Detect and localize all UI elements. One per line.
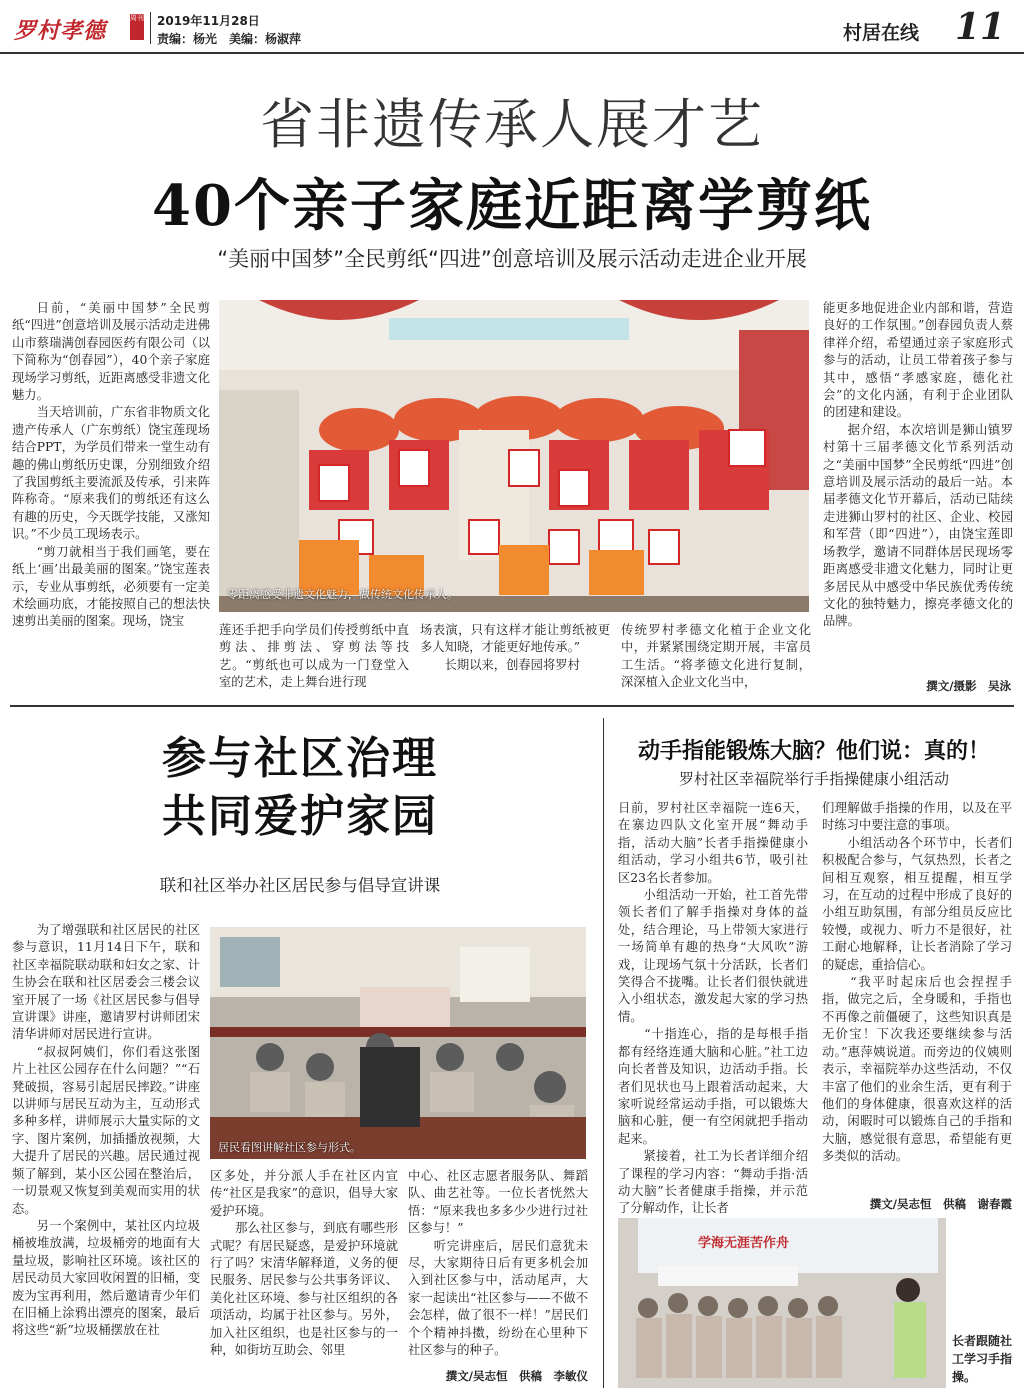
story1-column-left <box>12 300 210 700</box>
story3-headline: 动手指能锻炼大脑？他们说：真的！ <box>637 739 990 764</box>
story2-column-a <box>12 922 200 1340</box>
section-divider <box>10 705 1014 707</box>
column-divider <box>603 718 604 1388</box>
story2-byline: 撰文/吴志恒 供稿 李敏仪 <box>445 1369 588 1383</box>
paragraph: 日前，“美丽中国梦”全民剪纸“四进”创意培训及展示活动走进佛山市蔡瑞满创春园医药有限公司（以下简称为“创春园”），40个亲子家庭现场学习剪纸，近距离感受非遗文化魅力。 <box>12 301 210 403</box>
section-title: 村居在线 <box>843 22 920 44</box>
logo-badge: 周刊 <box>130 14 144 40</box>
story3-byline: 撰文/吴志恒 供稿 谢春霞 <box>869 1197 1012 1211</box>
story2-subhead: 联和社区举办社区居民参与倡导宣讲课 <box>159 876 441 895</box>
story3-subhead: 罗村社区幸福院举行手指操健康小组活动 <box>678 770 949 788</box>
story3-column-b: 们理解做手指操的作用，以及在平时练习中要注意的事项。 小组活动各个环节中，长者们积极配合参与，气氛热烈，长者之间相互观察，相互提醒，相互学习，在互动的过程中形成了良好的小组互助氛围，有部分组员反应比较慢，或视力、听力不是很好，社工耐心地解释，让长者消除了学习的疑虑，重拾信心。 “我平时起床后也会捏捏手指，做完之后，全身暖和，手指也不再像之前僵硬了，这些知识真是无价宝！下次我还要继续参与活动。”惠萍姨说道。而旁边的仪姨则表示，幸福院举办这些活动，不仅丰富了他们的业余生活，更有利于他们的身体健康，很喜欢这样的活动，闲暇时可以锻炼自己的手指和大脑，感觉很有意思，希望能有更多类似的活动。 <box>822 801 1012 1164</box>
editors-credit: 责编：杨光 美编：杨淑萍 <box>157 32 302 46</box>
photo-caption: 居民看图讲解社区参与形式。 <box>218 1141 361 1154</box>
masthead-divider <box>150 12 151 44</box>
story3-photo-caption: 长者跟随社工学习手指操。 <box>952 1334 1013 1384</box>
issue-date: 2019年11月28日 <box>157 14 260 28</box>
masthead <box>0 0 1024 54</box>
story1-byline: 撰文/摄影 吴泳 <box>926 679 1011 693</box>
paragraph: 另一个案例中，某社区内垃圾桶被堆放满，垃圾桶旁的地面有大量垃圾，影响社区环境。该社区的居民动员大家回收闲置的旧桶，变废为宝再利用，然后邀请青少年们在旧桶上涂鸦出漂亮的图案，最后将这些“新”垃圾桶摆放在社 <box>12 1218 200 1338</box>
story1-column-c: 场表演，只有这样才能让剪纸被更多人知晓，才能更好地传承。” 长期以来，创春园将罗村 <box>420 623 610 672</box>
story1-headline: 40个亲子家庭近距离学剪纸 <box>152 173 872 239</box>
page-number: 11 <box>955 6 1006 48</box>
story1-column-right <box>823 300 1013 631</box>
photo-caption: 零距离感受非遗文化魅力，做传统文化传承人。 <box>227 588 458 601</box>
photo-banner-text: 学海无涯苦作舟 <box>698 1236 790 1251</box>
story1-subhead: “美丽中国梦”全民剪纸“四进”创意培训及展示活动走进企业开展 <box>217 247 807 271</box>
family-group-photo <box>219 300 809 612</box>
paragraph: 据介绍，本次培训是狮山镇罗村第十三届孝德文化节系列活动之“美丽中国梦”全民剪纸“四进”创意培训及展示活动的最后一站。本届孝德文化节开幕后，活动已陆续走进狮山罗村的社区、企业、校园和军营（即“四进”），由饶宝莲即场教学，邀请不同群体居民现场零距离感受非遗文化魅力，同时让更多居民从中感受中华民族优秀传统文化的独特魅力，擦亮孝德文化的品牌。 <box>823 422 1013 629</box>
story2-photo <box>210 927 586 1159</box>
story3-photo <box>618 1218 946 1388</box>
newspaper-logo: 罗村孝德 <box>14 18 107 44</box>
story2-headline-line1: 参与社区治理 <box>162 733 438 784</box>
paragraph: 为了增强联和社区居民的社区参与意识，11月14日下午，联和社区幸福院联动联和妇女之家、计生协会在联和社区居委会三楼会议室开展了一场《社区居民参与倡导宣讲课》讲座，邀请罗村讲师团宋清华讲师对居民进行宣讲。 <box>12 923 200 1042</box>
story2-headline <box>60 730 540 846</box>
story2-headline-line2: 共同爱护家园 <box>162 791 438 842</box>
story2-column-c: 中心、社区志愿者服务队、舞蹈队、曲艺社等。一位长者恍然大悟：“原来我也多多少少进行过社区参与！” 听完讲座后，居民们意犹未尽，大家期待日后有更多机会加入到社区参与中，活动尾声，大家一起读出“社区参与——不做不会怎样，做了很不一样！”居民们个个精神抖擞，纷纷在心里种下社区参与的种子。 <box>408 1169 588 1358</box>
story2-column-b: 区多处，并分派人手在社区内宣传“社区是我家”的意识，倡导大家爱护环境。 那么社区参与，到底有哪些形式呢？有居民疑惑，是爱护环境就行了吗？宋清华解释道，义务的便民服务、居民参与公共事务评议、美化社区环境、参与社区组织的各项活动，均属于社区参与。另外，加入社区组织，也是社区参与的一种，如街坊互助会、邻里 <box>210 1169 398 1358</box>
story3-column-a: 日前，罗村社区幸福院一连6天，在寨边四队文化室开展“舞动手指，活动大脑”长者手指操健康小组活动，学习小组共6节，吸引社区23名长者参加。 小组活动一开始，社工首先带领长者们了解手指操对身体的益处，结合理论，马上带领大家进行一场简单有趣的热身“大风吹”游戏，让现场气氛十分活跃，长者们笑得合不拢嘴。让长者们很快就进入小组状态，激发起大家的学习热情。 “十指连心，指的是每根手指都有经络连通大脑和心脏。”社工边向长者普及知识，边活动手指。长者们见状也马上跟着活动起来，大家听说经常运动手指，可以锻炼大脑和心脏，便一有空闲就把手指动起来。 紧接着，社工为长者详细介绍了课程的学习内容：“舞动手指·活动大脑”长者健康手指操，并示范了分解动作，让长者 <box>618 801 808 1216</box>
paragraph: 能更多地促进企业内部和谐，营造良好的工作氛围。”创春园负责人蔡律祥介绍，希望通过亲子家庭形式参与的活动，让员工带着孩子参与其中，感悟“孝感家庭，德化社会”的文化内涵，有利于企业团队的团建和建设。 <box>823 301 1013 420</box>
lecture-room-photo <box>210 927 586 1159</box>
paragraph: 当天培训前，广东省非物质文化遗产传承人（广东剪纸）饶宝莲现场结合PPT，为学员们带来一堂生动有趣的佛山剪纸历史课，分别细致介绍了我国剪纸主要流派及传承，引来阵阵称奇。“原来我们的剪纸还有这么有趣的历史，今天既学技能，又涨知识。”不少员工现场表示。 <box>12 405 210 542</box>
story1-column-b: 莲还手把手向学员们传授剪纸中直剪法、排剪法、穿剪法等技艺。“剪纸也可以成为一门登堂入室的艺术，走上舞台进行现 <box>219 623 409 690</box>
story1-column-d: 传统罗村孝德文化植于企业文化中，并紧紧围绕定期开展，丰富员工生活。“将孝德文化进行复制，深深植入企业文化当中， <box>621 623 811 690</box>
story1-photo <box>219 300 809 612</box>
paragraph: “叔叔阿姨们，你们看这张图片上社区公园存在什么问题？”“石凳破损，容易引起居民摔跤。”讲座以讲师与居民互动为主，互动形式多种多样，讲师展示大量实际的文字、图片案例，加插播放视频，大大提升了居民的兴趣。居民通过视频了解到，某小区公园在整治后，一切景观又恢复到美观而实用的状态。 <box>12 1044 200 1216</box>
story1-kicker: 省非遗传承人展才艺 <box>260 93 764 156</box>
paragraph: “剪刀就相当于我们画笔，要在纸上‘画’出最美丽的图案。”饶宝莲表示，专业从事剪纸，必须要有一定美术绘画功底，才能按照自己的想法快速剪出美丽的图案。现场，饶宝 <box>12 544 210 629</box>
